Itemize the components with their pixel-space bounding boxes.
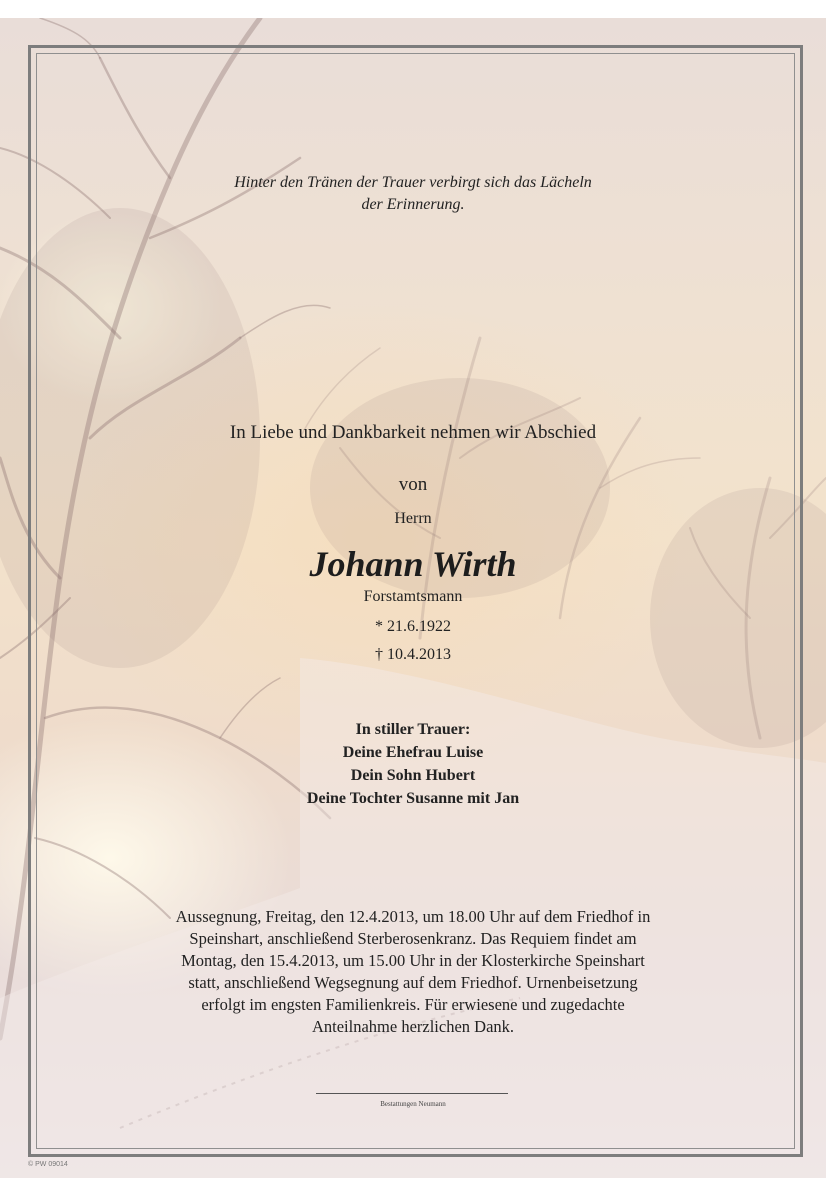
von-text: von bbox=[398, 474, 428, 495]
quote-line-1: Hinter den Tränen der Trauer verbirgt sich das Lächeln bbox=[234, 174, 592, 191]
undertaker-name: Bestattungen Neumann bbox=[380, 1100, 446, 1108]
deceased-profession: Forstamtsmann bbox=[363, 588, 463, 605]
service-notice-line: erfolgt im engsten Familienkreis. Für erwiesene und zugedachte bbox=[201, 995, 625, 1014]
mourner-line: Deine Tochter Susanne mit Jan bbox=[306, 790, 520, 807]
service-notice-line: Speinshart, anschließend Sterberosenkranz. Das Requiem findet am bbox=[189, 929, 637, 948]
deceased-name: Johann Wirth bbox=[309, 544, 517, 584]
service-notice bbox=[0, 906, 826, 1038]
service-notice-line: statt, anschließend Wegsegnung auf dem Friedhof. Urnenbeisetzung bbox=[188, 973, 638, 992]
copyright-mark: © PW 09014 bbox=[28, 1161, 68, 1168]
service-notice-line: Aussegnung, Freitag, den 12.4.2013, um 18.00 Uhr auf dem Friedhof in bbox=[175, 907, 651, 926]
mourners-block bbox=[0, 718, 826, 810]
salutation: Herrn bbox=[394, 510, 432, 527]
mourner-line: Deine Ehefrau Luise bbox=[342, 744, 484, 761]
mourners-heading: In stiller Trauer: bbox=[355, 721, 471, 738]
birth-date: * 21.6.1922 bbox=[375, 618, 451, 635]
memorial-quote bbox=[0, 172, 826, 216]
mourner-line: Dein Sohn Hubert bbox=[350, 767, 476, 784]
death-date: † 10.4.2013 bbox=[375, 646, 451, 663]
signature-rule bbox=[316, 1093, 508, 1094]
quote-line-2: der Erinnerung. bbox=[361, 196, 465, 213]
service-notice-line: Montag, den 15.4.2013, um 15.00 Uhr in der Klosterkirche Speinshart bbox=[181, 951, 645, 970]
farewell-intro: In Liebe und Dankbarkeit nehmen wir Abschied bbox=[229, 422, 597, 443]
obituary-card bbox=[0, 18, 826, 1178]
service-notice-line: Anteilnahme herzlichen Dank. bbox=[311, 1017, 515, 1036]
